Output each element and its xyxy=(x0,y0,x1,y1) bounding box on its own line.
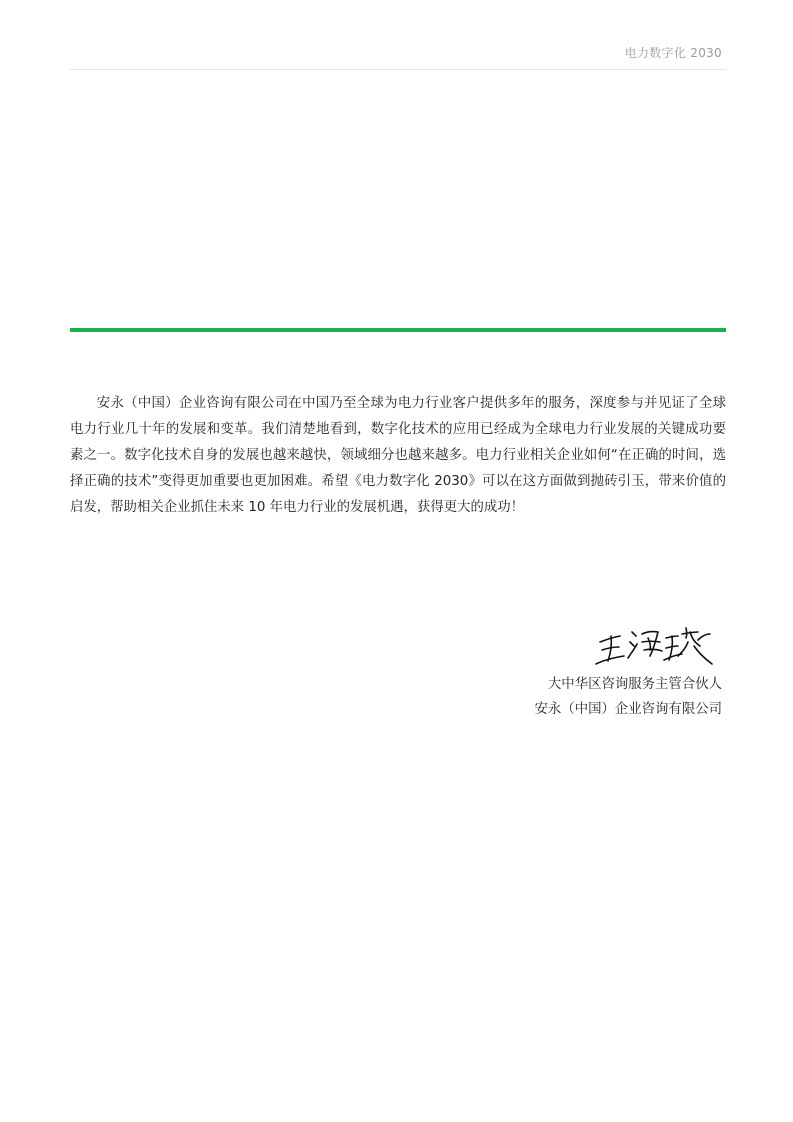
signer-title: 大中华区咨询服务主管合伙人 xyxy=(547,677,722,692)
foreword-paragraph: 安永（中国）企业咨询有限公司在中国乃至全球为电力行业客户提供多年的服务，深度参与并见证了全球电力行业几十年的发展和变革。我们清楚地看到，数字化技术的应用已经成为全球电力行业发展的关键成功要素之一。数字化技术自身的发展也越来越快，领域细分也越来越多。电力行业相关企业如何“在正确的时间，选择正确的技术”变得更加重要也更加困难。希望《电力数字化 2030》可以在这方面做到抛砖引玉，带来价值的启发，帮助相关企业抓住未来 10 年电力行业的发展机遇，获得更大的成功！ xyxy=(70,396,726,515)
signoff-block xyxy=(535,672,722,722)
signer-company: 安永（中国）企业咨询有限公司 xyxy=(534,702,722,717)
handwritten-signature xyxy=(590,606,730,676)
running-header: 电力数字化 2030 xyxy=(624,46,722,60)
accent-divider xyxy=(70,328,726,332)
header-divider xyxy=(70,69,726,70)
